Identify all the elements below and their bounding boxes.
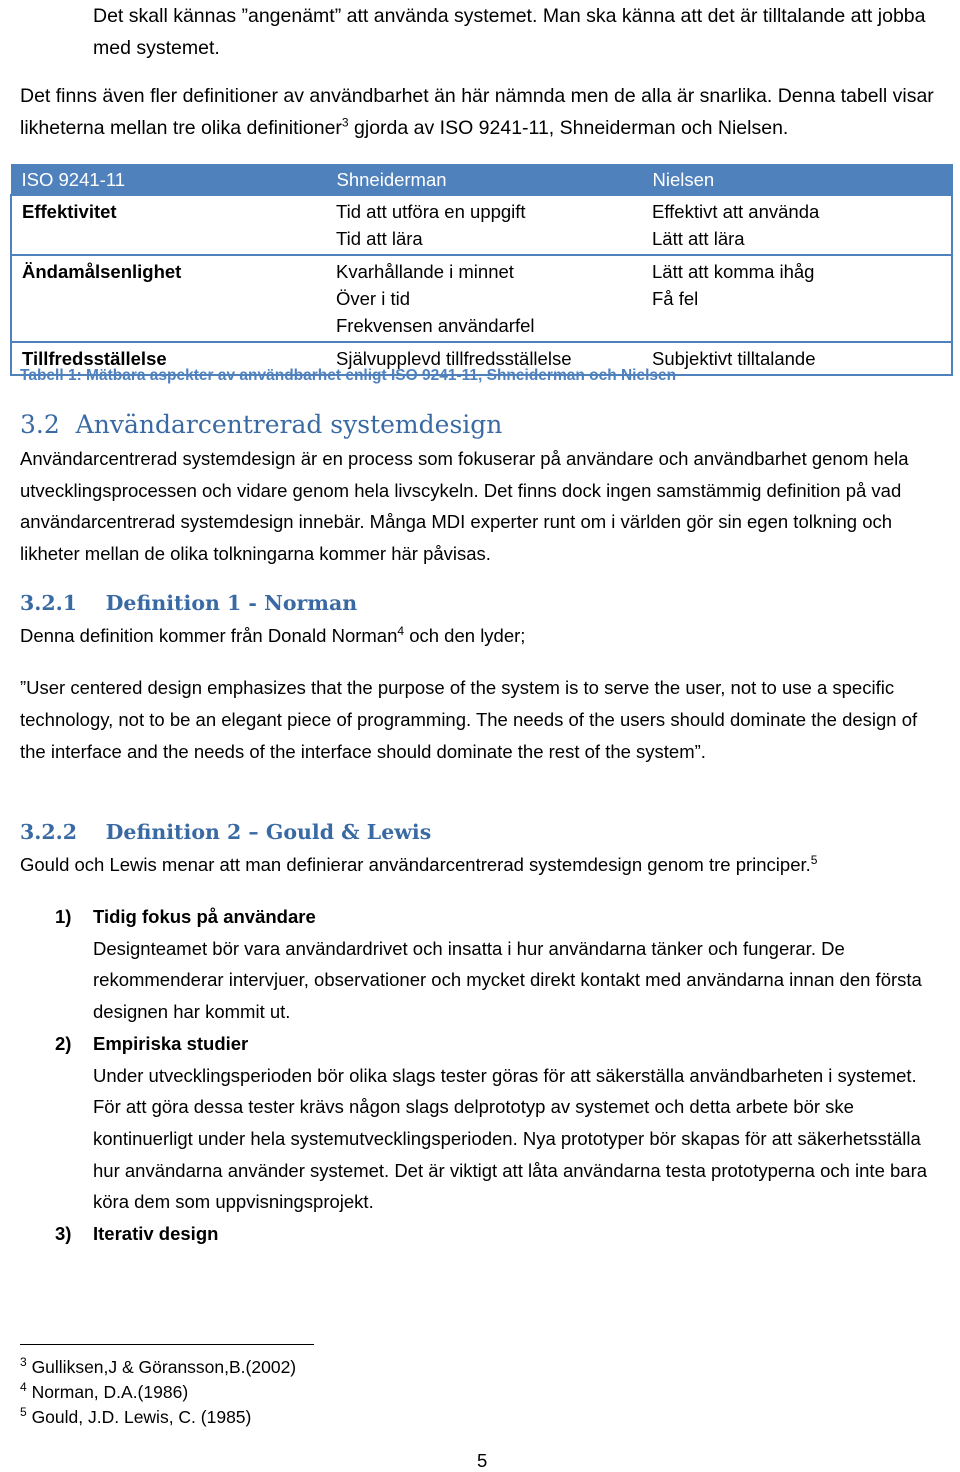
section-heading-3-2-1 [20,591,357,615]
section-heading-3-2-2 [20,820,431,844]
intro-text: Det finns även fler definitioner av användbarhet än här nämnda men de alla är snarlika. Denna tabell visar likheterna mellan tre olika definitioner [20,85,934,139]
section-3-2-2-intro [20,849,817,880]
footnote-text: Gulliksen,J & Göransson,B.(2002) [31,1357,297,1377]
heading-number: 3.2.2 [20,820,78,844]
footnote-number: 3 [20,1355,27,1370]
header-shneiderman: Shneiderman [326,165,642,196]
heading-title: Definition 1 - Norman [105,591,358,615]
table-caption: Tabell 1: Mätbara aspekter av användbarhet enligt ISO 9241-11, Shneiderman och Nielsen [20,367,677,384]
header-iso: ISO 9241-11 [11,165,326,196]
cell-nielsen [642,195,952,255]
table-row [11,195,952,255]
principle-title: Tidig fokus på användare [93,906,316,927]
table-header-row [11,165,952,196]
cell-line: Få fel [652,288,699,309]
heading-number: 3.2 [20,410,60,439]
intro-paragraph-2 [20,80,950,144]
cell-line: Tid att utföra en uppgift [336,201,526,222]
principles-list [55,901,945,1250]
cell-nielsen [642,255,952,342]
cell-line: Subjektivt tilltalande [652,348,816,369]
footnote-ref: 5 [810,852,818,867]
intro-text-end: och den lyder; [404,625,526,646]
footnote-separator [20,1344,314,1345]
heading-title: Användarcentrerad systemdesign [75,410,503,439]
norman-quote: ”User centered design emphasizes that the purpose of the system is to serve the user, not to use a specific technology, not to be an elegant piece of programming. The needs of the users should dominate the design of the interface and the needs of the interface should dominate the rest of the system”. [20,677,918,762]
list-item [55,901,945,1028]
cell-iso: Tillfredsställelse [11,342,326,375]
list-item [55,1028,945,1218]
footnote-number: 5 [20,1405,27,1420]
section-3-2-body: Användarcentrerad systemdesign är en process som fokuserar på användare och användbarhet genom hela utvecklingsprocessen och vidare genom hela livscykeln. Det finns dock ingen samstämmig definition på vad användarcentrerad systemdesign innebär. Många MDI experter runt om i världen gör sin egen tolkning och likheter mellan de olika tolkningarna kommer här påvisas. [20,448,909,564]
heading-number: 3.2.1 [20,591,78,615]
heading-title: Definition 2 – Gould & Lewis [105,820,432,844]
list-item [55,1218,945,1250]
cell-nielsen [642,342,952,375]
section-3-2-1-intro [20,620,525,651]
footnote-text: Gould, J.D. Lewis, C. (1985) [31,1407,252,1427]
footnote [20,1405,296,1430]
principle-title: Iterativ design [93,1223,219,1245]
intro-text: Denna definition kommer från Donald Norman [20,625,398,646]
page-number: 5 [477,1450,488,1471]
usability-comparison-table [10,164,953,376]
footnote-text: Norman, D.A.(1986) [31,1382,189,1402]
list-number: 1) [55,906,72,927]
footnote-ref: 3 [341,115,349,130]
cell-line: Över i tid [336,288,411,309]
cell-line: Effektivt att använda [652,201,820,222]
cell-line: Självupplevd tillfredsställelse [336,348,572,369]
footnote-ref: 4 [397,623,405,638]
cell-line: Lätt att komma ihåg [652,261,815,282]
footnote [20,1380,296,1405]
intro-paragraph-1: Det skall kännas ”angenämt” att använda systemet. Man ska känna att det är tilltalande att jobba med systemet. [93,5,926,59]
cell-iso: Effektivitet [11,195,326,255]
footnote-number: 4 [20,1380,27,1395]
list-number: 3) [55,1223,72,1245]
footnotes [20,1355,296,1430]
intro-text-end: gjorda av ISO 9241-11, Shneiderman och Nielsen. [348,117,789,139]
header-nielsen: Nielsen [642,165,952,196]
cell-line: Tid att lära [336,228,423,249]
table-row [11,255,952,342]
cell-shneiderman [326,195,642,255]
intro-text: Gould och Lewis menar att man definierar användarcentrerad systemdesign genom tre principer. [20,854,811,875]
principle-text: Under utvecklingsperioden bör olika slags tester göras för att säkerställa användbarheten i systemet. För att göra dessa tester krävs någon slags delprototyp av systemet och detta arbete bör ske kontinuerligt under hela systemutvecklingsperioden. Nya prototyper bör skapas för att säkerhetsställa hur användarna använder systemet. Det är viktigt att låta användarna testa prototyperna och inte bara köra dem som uppvisningsprojekt. [93,1064,928,1213]
section-heading-3-2 [20,410,502,439]
principle-text: Designteamet bör vara användardrivet och insatta i hur användarna tänker och fungerar. De rekommenderar intervjuer, observationer och mycket direkt kontakt med användarna innan den första designen har kommit ut. [93,937,922,1023]
cell-line: Kvarhållande i minnet [336,261,514,282]
cell-line: Lätt att lära [652,228,745,249]
principle-title: Empiriska studier [93,1032,249,1054]
list-number: 2) [55,1032,72,1054]
cell-shneiderman [326,255,642,342]
cell-line: Frekvensen användarfel [336,315,535,336]
cell-iso: Ändamålsenlighet [11,255,326,342]
footnote [20,1355,296,1380]
